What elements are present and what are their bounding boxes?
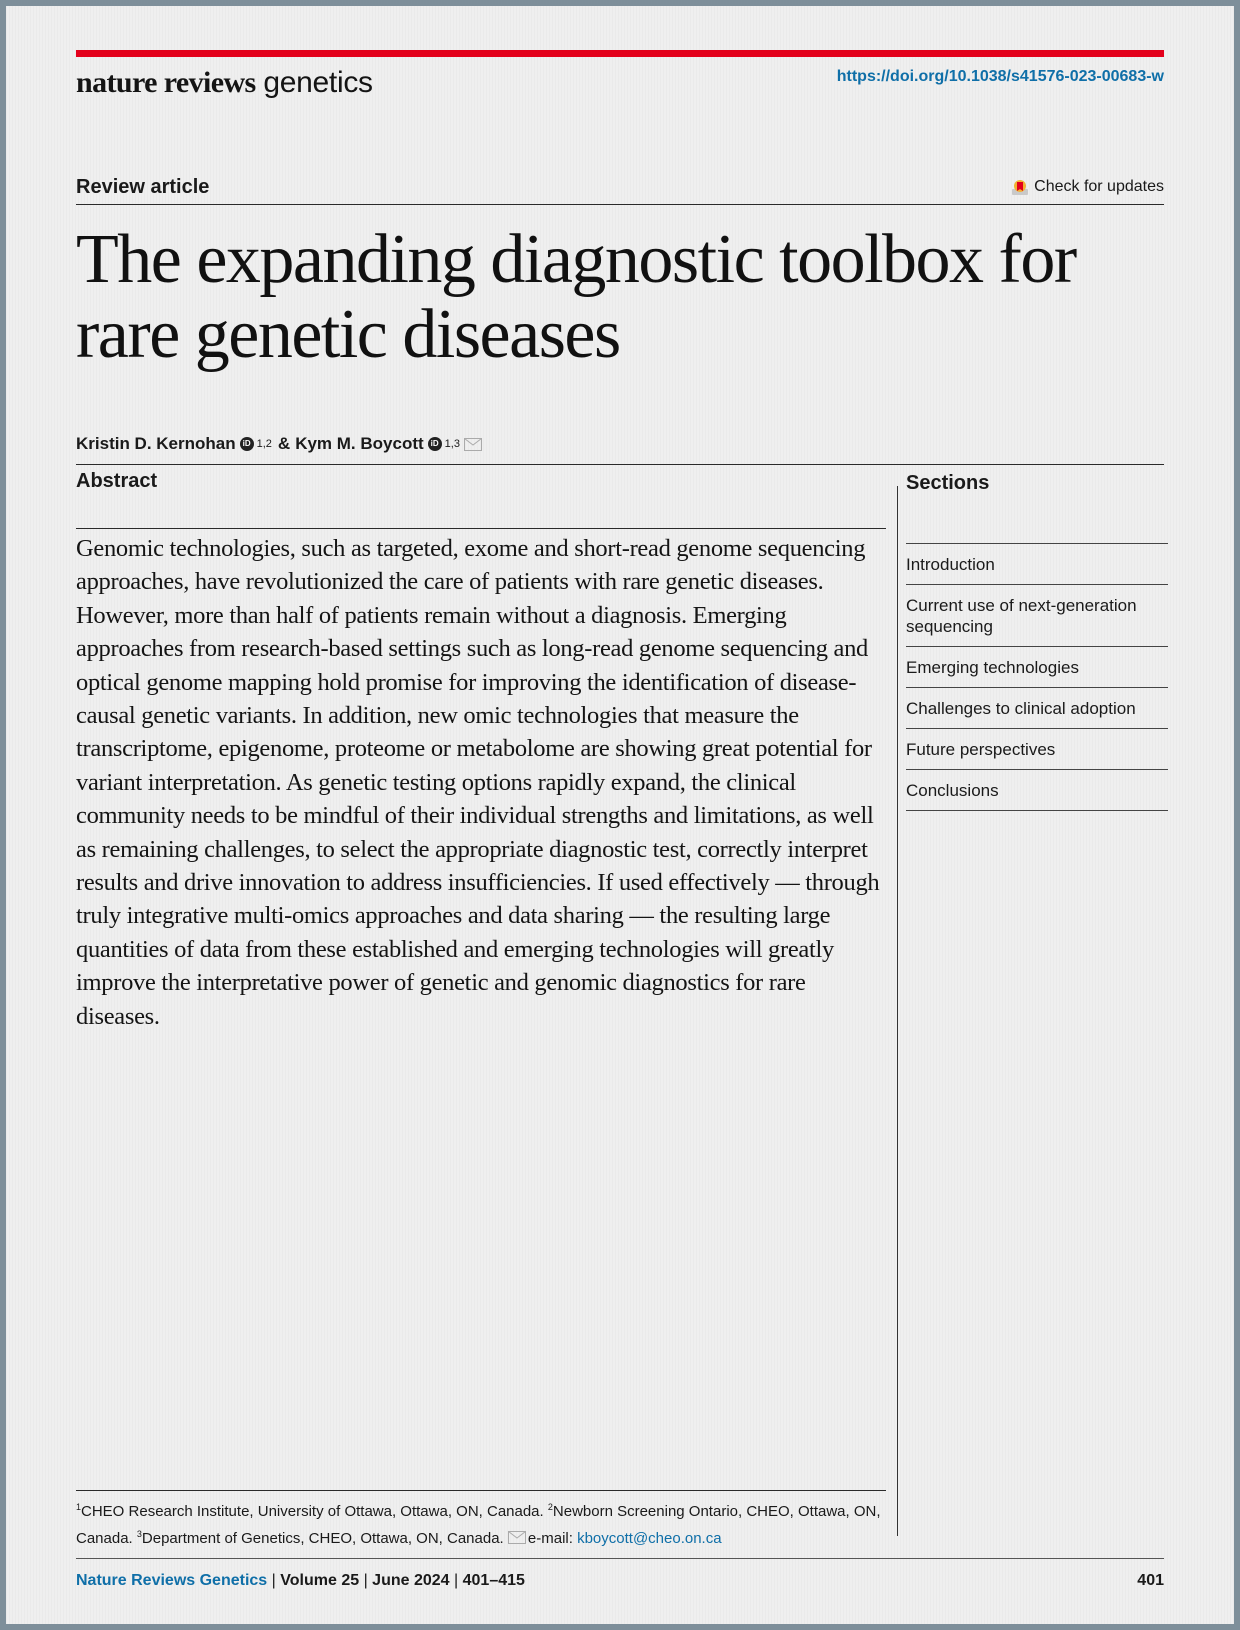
abstract-heading: Abstract [76,470,158,492]
author-name[interactable]: Kristin D. Kernohan [76,434,236,453]
footer-date: June 2024 [372,1572,450,1589]
author-affiliation-sup: 1,2 [256,438,272,450]
email-label: e-mail: [527,1530,578,1547]
orcid-icon[interactable]: iD [428,437,442,451]
envelope-icon [508,1531,526,1544]
footnote-rule [76,1490,886,1491]
orcid-icon[interactable]: iD [240,437,254,451]
footer-separator: | [454,1572,463,1589]
section-link-challenges[interactable]: Challenges to clinical adoption [906,688,1168,729]
check-for-updates-button[interactable] [1011,178,1164,196]
doi-link[interactable]: https://doi.org/10.1038/s41576-023-00683-w [836,68,1164,85]
footer-separator: | [363,1572,373,1589]
footer-journal-link[interactable]: Nature Reviews Genetics [76,1572,268,1589]
logo-light-text: genetics [263,66,373,99]
sections-nav [906,543,1168,811]
column-divider [897,486,898,1536]
sections-heading: Sections [906,472,990,494]
affiliation-text: CHEO Research Institute, University of Ottawa, Ottawa, ON, Canada. [81,1503,548,1520]
affiliation-text: Department of Genetics, CHEO, Ottawa, ON, Canada. [141,1530,508,1547]
header-red-bar [76,50,1164,57]
check-updates-label: Check for updates [1034,178,1164,195]
affiliations-footnote [76,1496,886,1550]
affiliation-text: Newborn Screening Ontario, CHEO, Ottawa, ON, Canada. [76,1503,881,1547]
section-link-introduction[interactable]: Introduction [906,544,1168,585]
authors-bottom-rule [76,464,1164,465]
author-separator: & [277,434,291,453]
title-top-rule [76,204,1164,205]
footer-pages: 401–415 [462,1572,525,1589]
affiliation-sup: 1 [76,1502,82,1512]
page-number: 401 [1137,1572,1164,1589]
abstract-text: Genomic technologies, such as targeted, exome and short-read genome sequencing approaches, have revolutionized the care of patients with rare genetic diseases. However, more than half of patients remain without a diagnosis. Emerging approaches from research-based settings such as long-read genome sequencing and optical genome mapping hold promise for improving the identification of disease-causal genetic variants. In addition, new omic technologies that measure the transcriptome, epigenome, proteome or metabolome are showing great potential for variant interpretation. As genetic testing options rapidly expand, the clinical community needs to be mindful of their individual strengths and limitations, as well as remaining challenges, to select the appropriate diagnostic test, correctly interpret results and drive innovation to address insufficiencies. If used effectively — through truly integrative multi-omics approaches and data sharing — the resulting large quantities of data from these established and emerging technologies will greatly improve the interpretative power of genetic and genomic diagnostics for rare diseases. [76,535,880,1030]
article-type-label: Review article [76,176,210,198]
affiliation-sup: 3 [136,1529,142,1539]
section-link-current-use[interactable]: Current use of next-generation sequencing [906,585,1168,647]
author-list [76,434,482,454]
section-link-emerging-technologies[interactable]: Emerging technologies [906,647,1168,688]
journal-logo[interactable] [76,66,373,100]
affiliation-sup: 2 [547,1502,553,1512]
footer-volume: Volume 25 [280,1572,360,1589]
footer-rule [76,1558,1164,1559]
journal-footer [76,1572,525,1590]
article-page [6,6,1234,1624]
section-link-future-perspectives[interactable]: Future perspectives [906,729,1168,770]
article-title: The expanding diagnostic toolbox for rare genetic diseases [76,221,1076,373]
author-name[interactable]: Kym M. Boycott [295,434,424,453]
envelope-icon[interactable] [464,438,482,451]
logo-bold-text: nature reviews [76,66,256,99]
footer-separator: | [271,1572,281,1589]
email-link[interactable]: kboycott@cheo.on.ca [577,1530,722,1547]
section-link-conclusions[interactable]: Conclusions [906,770,1168,811]
abstract-rule [76,528,886,529]
check-updates-icon [1011,178,1029,196]
author-affiliation-sup: 1,3 [444,438,460,450]
